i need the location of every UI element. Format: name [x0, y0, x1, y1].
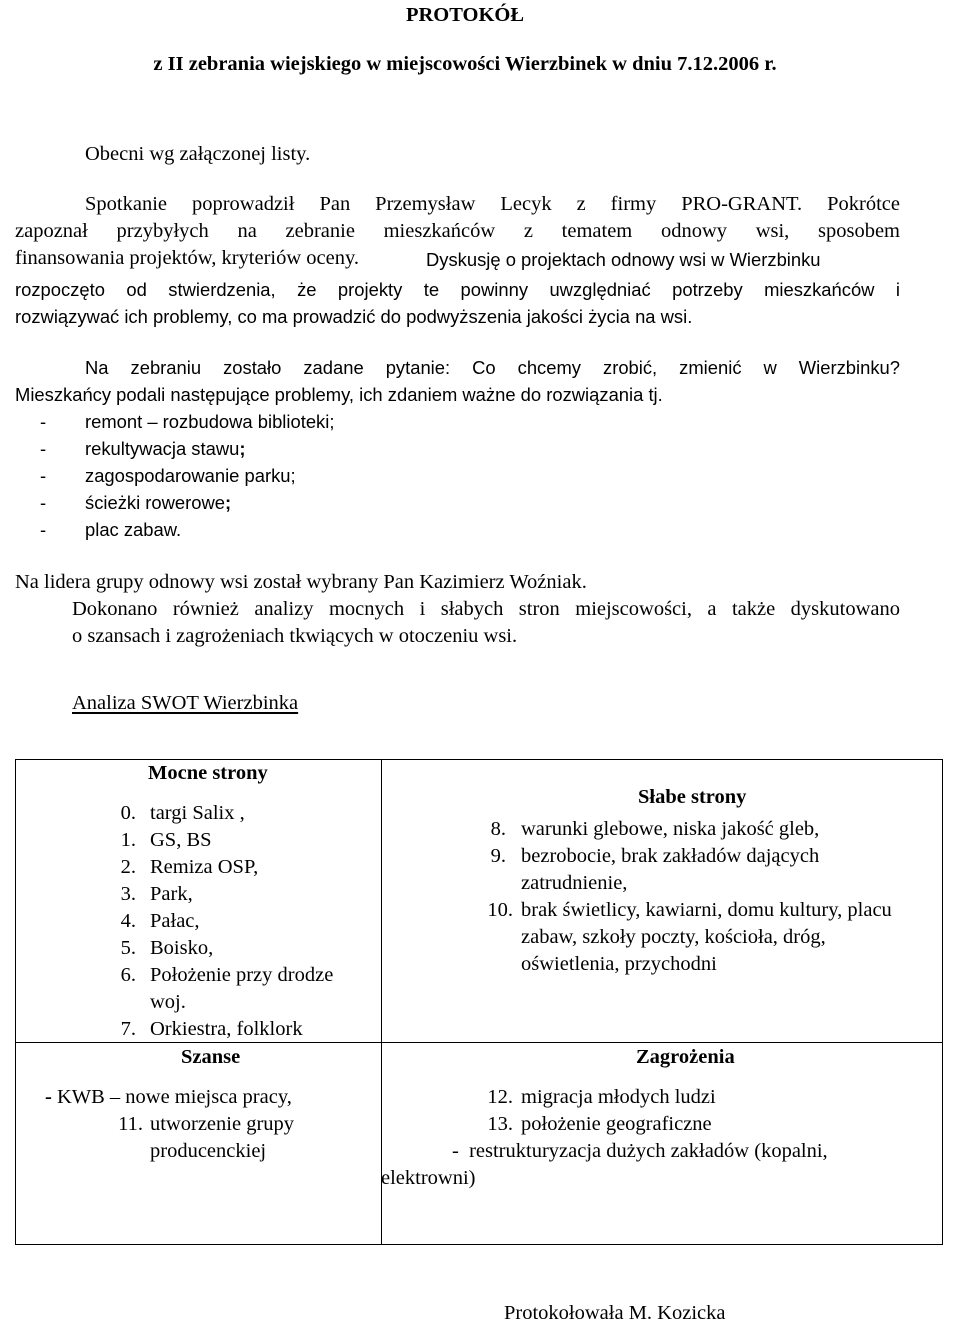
dash-icon: -: [40, 411, 47, 432]
list-item-continuation: zatrudnienie,: [521, 872, 628, 894]
question-line: Mieszkańcy podali następujące problemy, ich zdaniem ważne do rozwiązania tj.: [15, 384, 663, 405]
list-item: - restrukturyzacja dużych zakładów (kopalni,: [452, 1140, 828, 1162]
list-number: 13.: [487, 1113, 513, 1135]
list-number: 4.: [120, 910, 136, 932]
list-item: Orkiestra, folklork: [150, 1018, 303, 1040]
document-subtitle: z II zebrania wiejskiego w miejscowości Wierzbinek w dniu 7.12.2006 r.: [153, 53, 777, 75]
leader-line: Na lidera grupy odnowy wsi został wybrany Pan Kazimierz Woźniak.: [15, 571, 587, 593]
list-number: 11.: [118, 1113, 143, 1135]
dash-icon: -: [40, 519, 47, 540]
list-number: 8.: [490, 818, 506, 840]
paragraph-line: Spotkanie poprowadził Pan Przemysław Lecyk z firmy PRO-GRANT. Pokrótce: [85, 193, 900, 215]
list-number: 9.: [490, 845, 506, 867]
list-number: 3.: [120, 883, 136, 905]
list-number: 2.: [120, 856, 136, 878]
paragraph-line: Dyskusję o projektach odnowy wsi w Wierzbinku: [426, 249, 821, 270]
dash-icon: -: [40, 438, 47, 459]
leader-line: o szansach i zagrożeniach tkwiących w otoczeniu wsi.: [72, 625, 518, 647]
table-divider: [15, 1042, 943, 1043]
list-number: 10.: [487, 899, 513, 921]
paragraph-line: rozpoczęto od stwierdzenia, że projekty te powinny uwzględniać potrzeby mieszkańców i: [15, 279, 900, 300]
list-item-continuation: woj.: [150, 991, 186, 1013]
list-item: Remiza OSP,: [150, 856, 259, 878]
paragraph-line: finansowania projektów, kryteriów oceny.: [15, 247, 360, 269]
question-line: Na zebraniu zostało zadane pytanie: Co chcemy zrobić, zmienić w Wierzbinku?: [85, 357, 900, 378]
list-item: warunki glebowe, niska jakość gleb,: [521, 818, 820, 840]
dash-icon: -: [40, 492, 47, 513]
weaknesses-title: Słabe strony: [638, 786, 747, 808]
list-item-continuation: producenckiej: [150, 1140, 267, 1162]
problem-item: plac zabaw.: [85, 519, 182, 540]
list-number: 6.: [120, 964, 136, 986]
problem-item: remont – rozbudowa biblioteki;: [85, 411, 335, 432]
problem-item: rekultywacja stawu;: [85, 438, 246, 459]
problem-item: zagospodarowanie parku;: [85, 465, 296, 486]
list-number: 12.: [487, 1086, 513, 1108]
problem-item: ścieżki rowerowe;: [85, 492, 232, 513]
strengths-title: Mocne strony: [148, 762, 268, 784]
attendance-line: Obecni wg załączonej listy.: [85, 143, 311, 165]
list-item-continuation: elektrowni): [381, 1167, 476, 1189]
threats-title: Zagrożenia: [636, 1046, 735, 1068]
signature: Protokołowała M. Kozicka: [504, 1302, 726, 1324]
opportunities-title: Szanse: [181, 1046, 241, 1068]
list-item: GS, BS: [150, 829, 212, 851]
swot-heading: Analiza SWOT Wierzbinka: [72, 692, 299, 714]
paragraph-line: zapoznał przybyłych na zebranie mieszkańców z tematem odnowy wsi, sposobem: [15, 220, 900, 242]
list-item: brak świetlicy, kawiarni, domu kultury, placu: [521, 899, 892, 921]
list-item: utworzenie grupy: [150, 1113, 295, 1135]
list-item: Boisko,: [150, 937, 214, 959]
list-item: migracja młodych ludzi: [521, 1086, 716, 1108]
list-item: położenie geograficzne: [521, 1113, 712, 1135]
list-item: targi Salix ,: [150, 802, 245, 824]
list-item: bezrobocie, brak zakładów dających: [521, 845, 820, 867]
list-number: 0.: [120, 802, 136, 824]
dash-icon: -: [40, 465, 47, 486]
list-number: 5.: [120, 937, 136, 959]
list-item-continuation: oświetlenia, przychodni: [521, 953, 717, 975]
leader-line: Dokonano również analizy mocnych i słabych stron miejscowości, a także dyskutowano: [72, 598, 900, 620]
list-item-continuation: zabaw, szkoły poczty, kościoła, dróg,: [521, 926, 826, 948]
list-item: Park,: [150, 883, 193, 905]
list-number: 1.: [120, 829, 136, 851]
list-item: Położenie przy drodze: [150, 964, 334, 986]
list-number: 7.: [120, 1018, 136, 1040]
list-item: - KWB – nowe miejsca pracy,: [45, 1086, 292, 1108]
list-item: Pałac,: [150, 910, 200, 932]
paragraph-line: rozwiązywać ich problemy, co ma prowadzić do podwyższenia jakości życia na wsi.: [15, 306, 693, 327]
document-title: PROTOKÓŁ: [405, 4, 525, 26]
